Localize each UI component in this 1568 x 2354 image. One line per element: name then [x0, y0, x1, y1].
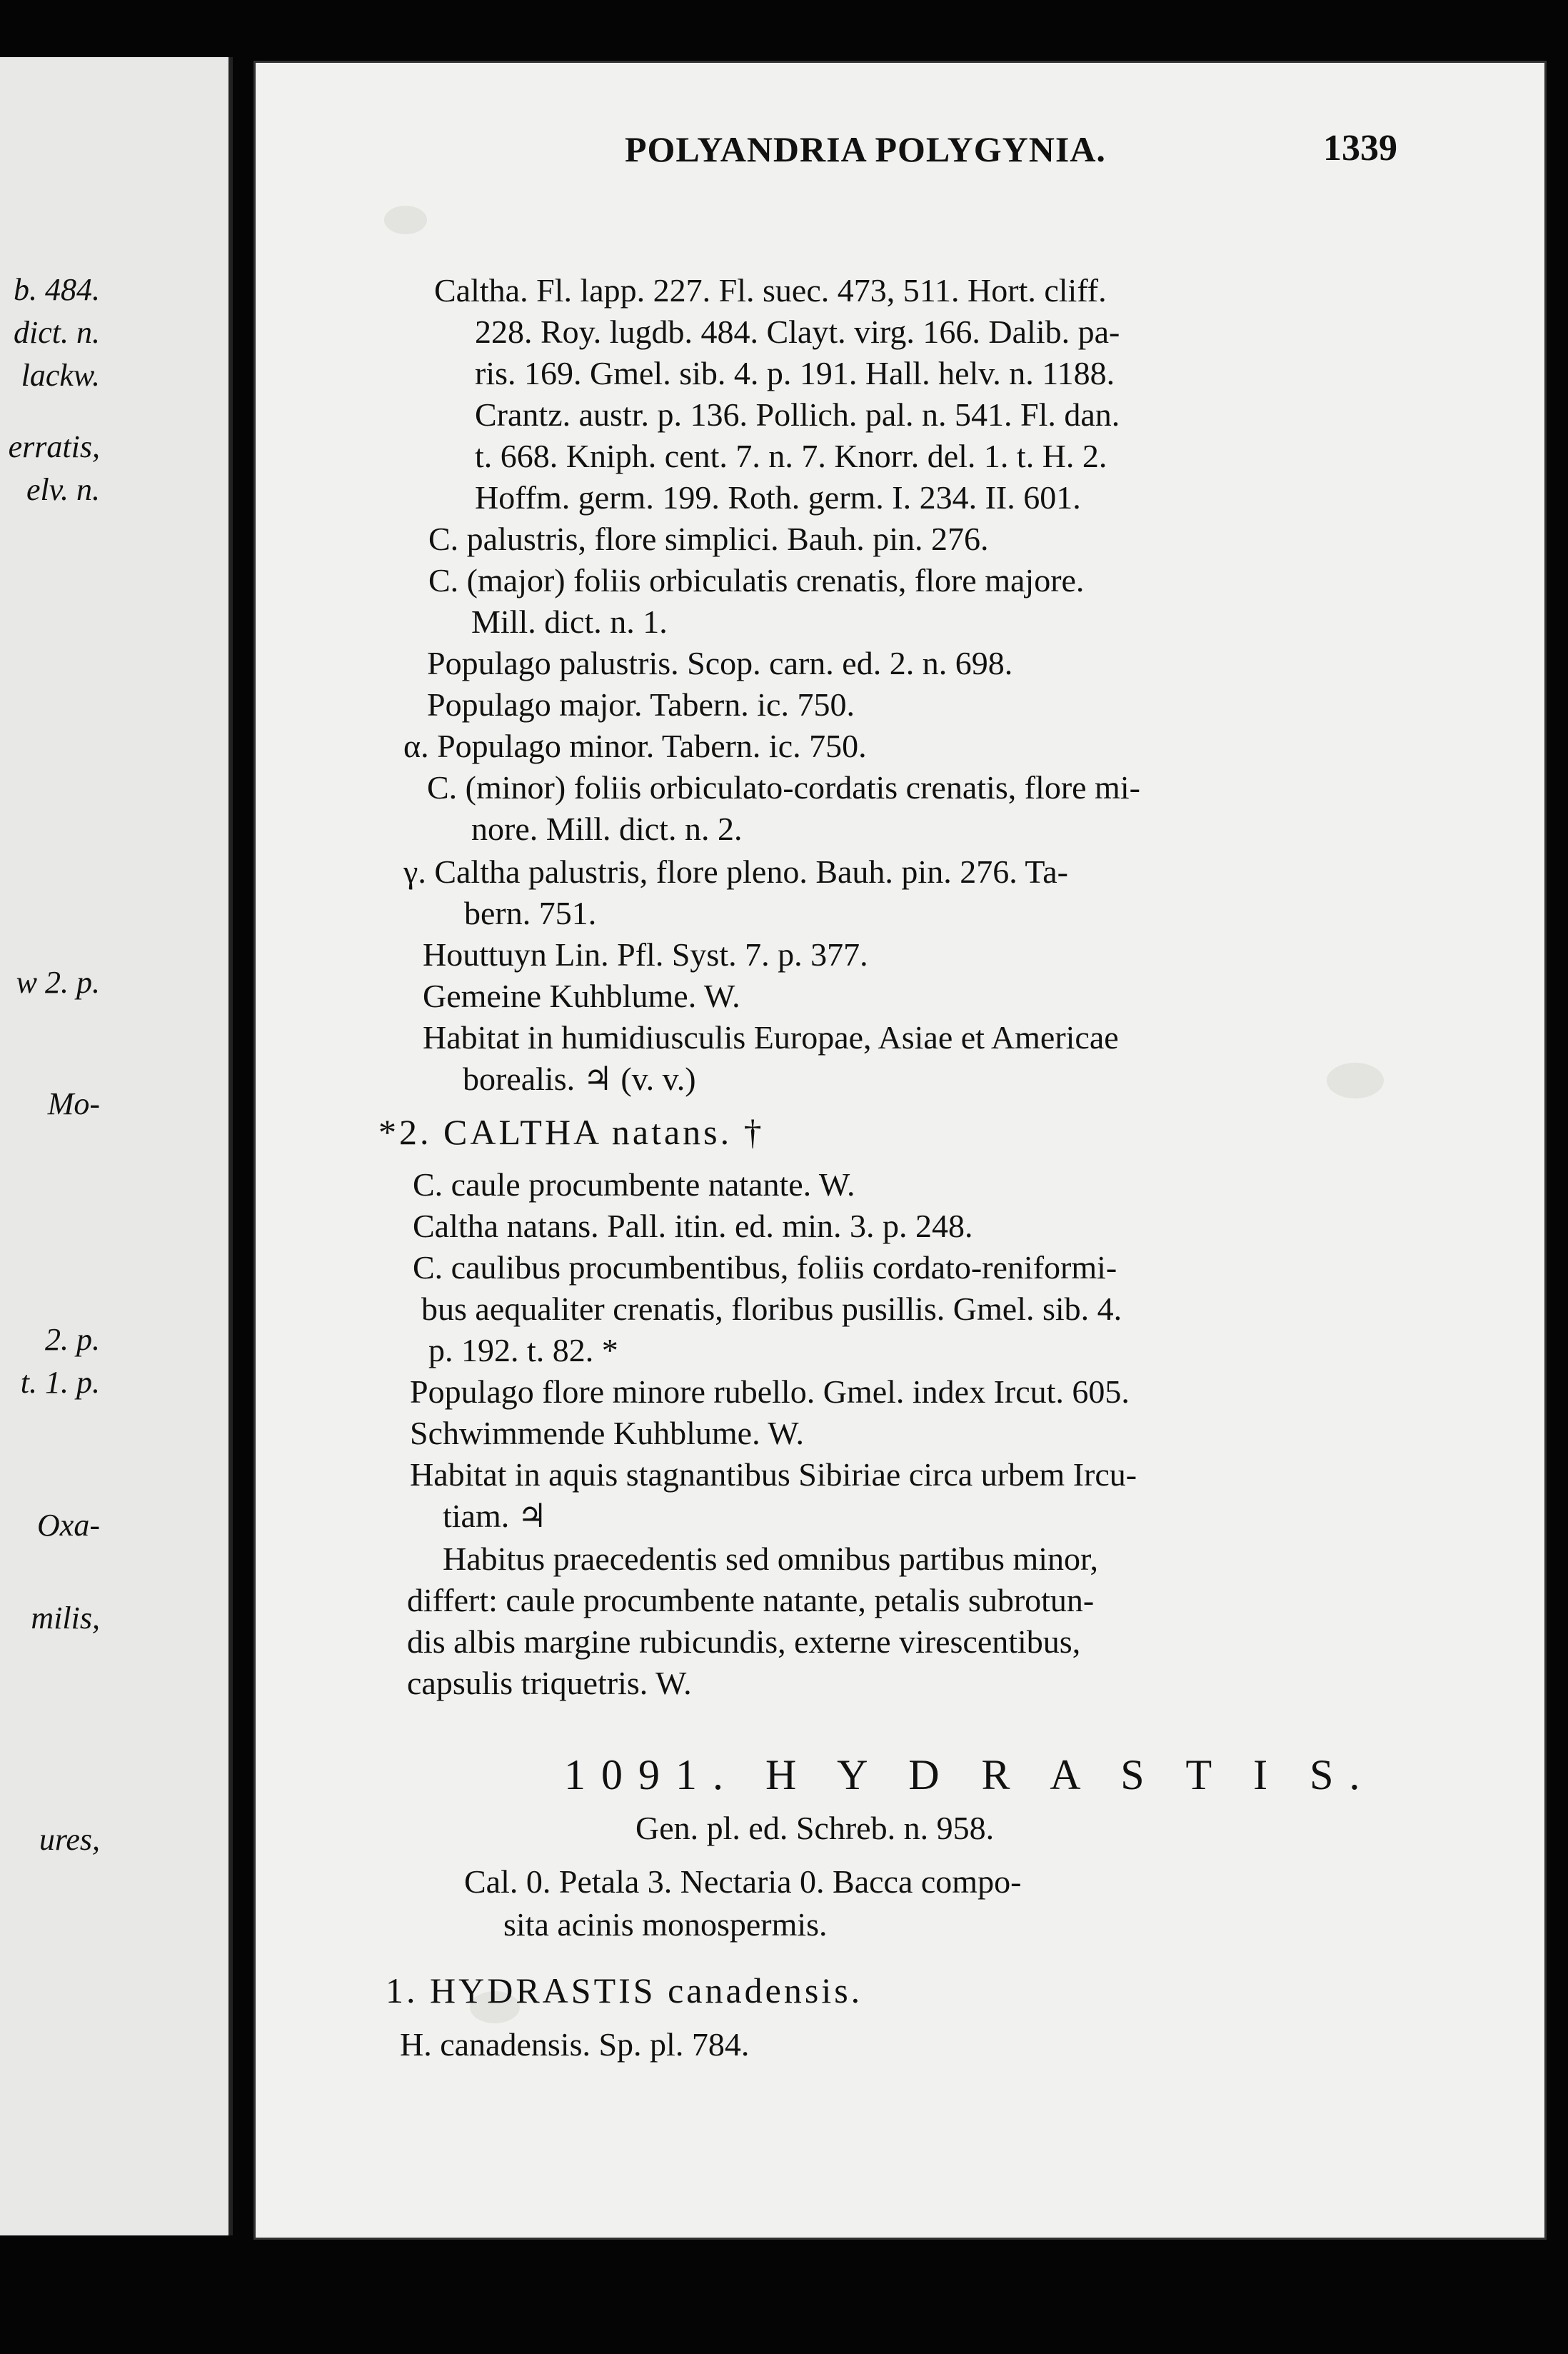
text-line: p. 192. t. 82. * — [428, 1332, 618, 1368]
text-line: sita acinis monospermis. — [503, 1906, 828, 1943]
left-fragment: 2. p. — [45, 1322, 100, 1357]
text-line: tiam. ♃ — [443, 1498, 547, 1534]
left-fragment: dict. n. — [14, 315, 100, 350]
text-line: ris. 169. Gmel. sib. 4. p. 191. Hall. helv. n. 1188. — [475, 355, 1115, 391]
left-fragment: t. 1. p. — [20, 1365, 100, 1400]
text-line: Caltha. Fl. lapp. 227. Fl. suec. 473, 511. Hort. cliff. — [434, 272, 1107, 309]
text-line: bus aequaliter crenatis, floribus pusillis. Gmel. sib. 4. — [421, 1291, 1122, 1327]
text-line: nore. Mill. dict. n. 2. — [471, 811, 743, 847]
left-fragment: milis, — [31, 1601, 100, 1636]
text-line: Habitat in aquis stagnantibus Sibiriae circa urbem Ircu- — [410, 1456, 1137, 1493]
text-line: borealis. ♃ (v. v.) — [463, 1061, 696, 1097]
text-line: Populago major. Tabern. ic. 750. — [427, 686, 855, 723]
text-line: Crantz. austr. p. 136. Pollich. pal. n. 541. Fl. dan. — [475, 396, 1120, 433]
text-line: Habitus praecedentis sed omnibus partibus minor, — [443, 1541, 1098, 1577]
text-line: Caltha natans. Pall. itin. ed. min. 3. p. 248. — [413, 1208, 973, 1244]
text-line: C. (minor) foliis orbiculato-cordatis crenatis, flore mi- — [427, 769, 1140, 806]
text-line: γ. Caltha palustris, flore pleno. Bauh. pin. 276. Ta- — [403, 853, 1068, 890]
text-line: Populago palustris. Scop. carn. ed. 2. n. 698. — [427, 645, 1013, 681]
species-heading: *2. CALTHA natans. † — [378, 1112, 765, 1152]
text-line: C. caule procumbente natante. W. — [413, 1166, 855, 1203]
text-line: Schwimmende Kuhblume. W. — [410, 1415, 804, 1451]
left-fragment: elv. n. — [26, 472, 100, 507]
text-line: Habitat in humidiusculis Europae, Asiae et Americae — [423, 1019, 1119, 1056]
genus-reference: Gen. pl. ed. Schreb. n. 958. — [635, 1810, 995, 1846]
left-fragment: b. 484. — [14, 272, 100, 307]
text-line: dis albis margine rubicundis, externe virescentibus, — [407, 1623, 1081, 1660]
left-page-edge — [0, 57, 233, 2235]
text-line: C. caulibus procumbentibus, foliis cordato-reniformi- — [413, 1249, 1117, 1286]
left-fragment: Oxa- — [37, 1508, 100, 1543]
text-line: t. 668. Kniph. cent. 7. n. 7. Knorr. del. 1. t. H. 2. — [475, 438, 1107, 474]
left-fragment: w 2. p. — [16, 965, 100, 1000]
left-fragment: erratis, — [8, 429, 100, 464]
text-line: α. Populago minor. Tabern. ic. 750. — [403, 728, 867, 764]
text-line: bern. 751. — [464, 895, 597, 931]
text-line: C. palustris, flore simplici. Bauh. pin. 276. — [428, 521, 989, 557]
text-line: 228. Roy. lugdb. 484. Clayt. virg. 166. Dalib. pa- — [475, 314, 1120, 350]
text-line: differt: caule procumbente natante, petalis subrotun- — [407, 1582, 1095, 1618]
species-heading: 1. HYDRASTIS canadensis. — [386, 1970, 863, 2010]
text-line: capsulis triquetris. W. — [407, 1665, 692, 1701]
text-line: Populago flore minore rubello. Gmel. index Ircut. 605. — [410, 1373, 1130, 1410]
running-header: POLYANDRIA POLYGYNIA. — [625, 129, 1106, 169]
page-number: 1339 — [1323, 128, 1397, 169]
text-line: Gemeine Kuhblume. W. — [423, 978, 740, 1014]
text-line: Cal. 0. Petala 3. Nectaria 0. Bacca compo- — [464, 1863, 1022, 1900]
text-line: H. canadensis. Sp. pl. 784. — [400, 2026, 750, 2063]
left-fragment: lackw. — [21, 358, 100, 393]
text-line: Hoffm. germ. 199. Roth. germ. I. 234. II. 601. — [475, 479, 1081, 516]
text-line: Mill. dict. n. 1. — [471, 603, 668, 640]
left-fragment: Mo- — [47, 1086, 100, 1121]
genus-heading: 1091. H Y D R A S T I S. — [564, 1751, 1376, 1798]
text-line: C. (major) foliis orbiculatis crenatis, flore majore. — [428, 562, 1085, 598]
left-fragment: ures, — [39, 1822, 100, 1857]
text-line: Houttuyn Lin. Pfl. Syst. 7. p. 377. — [423, 936, 868, 973]
